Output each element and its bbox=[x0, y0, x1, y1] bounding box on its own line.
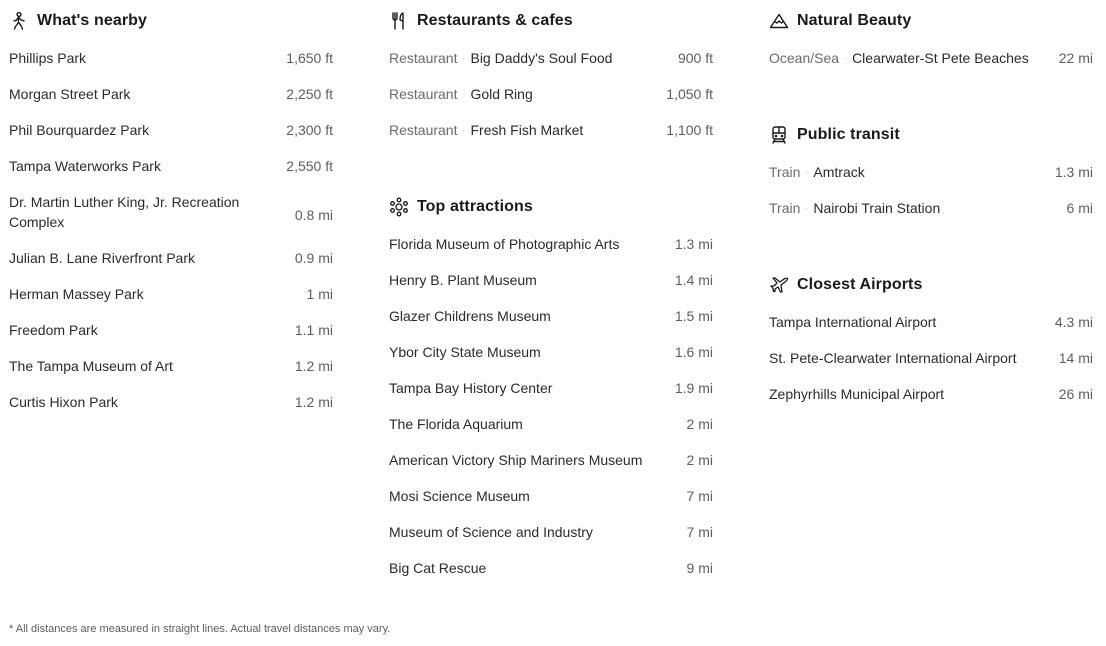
separator-dot: · bbox=[462, 125, 466, 135]
distance: 7 mi bbox=[686, 488, 713, 504]
list-item bbox=[389, 522, 713, 558]
distance: 26 mi bbox=[1058, 386, 1093, 402]
separator-dot: · bbox=[462, 89, 466, 99]
separator-dot: · bbox=[462, 53, 466, 63]
distance: 1.3 mi bbox=[674, 236, 713, 252]
list-item bbox=[9, 84, 333, 120]
distance: 14 mi bbox=[1058, 350, 1093, 366]
fork-knife-icon bbox=[389, 11, 409, 31]
distance: 1.9 mi bbox=[674, 380, 713, 396]
distance: 4.3 mi bbox=[1054, 314, 1093, 330]
distance: 1,050 ft bbox=[666, 86, 713, 102]
place-entry bbox=[769, 162, 1055, 184]
list-item bbox=[389, 414, 713, 450]
distance: 0.9 mi bbox=[294, 250, 333, 266]
place-name: Curtis Hixon Park bbox=[9, 394, 118, 410]
place-name: St. Pete-Clearwater International Airport bbox=[769, 350, 1017, 366]
distance: 6 mi bbox=[1066, 200, 1093, 216]
place-category: Train bbox=[769, 164, 801, 180]
list-item bbox=[9, 320, 333, 356]
distance: 1.3 mi bbox=[1054, 164, 1093, 180]
place-name: Phil Bourquardez Park bbox=[9, 122, 150, 138]
list-item bbox=[389, 342, 713, 378]
place-category: Restaurant bbox=[389, 122, 458, 138]
place-name: Gold Ring bbox=[470, 86, 533, 102]
distance: 1.4 mi bbox=[674, 272, 713, 288]
section-whats-nearby bbox=[9, 0, 333, 428]
list-item bbox=[389, 558, 713, 594]
distance: 2,250 ft bbox=[286, 86, 333, 102]
separator-dot: · bbox=[805, 203, 809, 213]
place-name: Clearwater-St Pete Beaches bbox=[852, 50, 1029, 66]
place-name: Henry B. Plant Museum bbox=[389, 272, 537, 288]
section-title: Closest Airports bbox=[797, 276, 923, 293]
place-name: Julian B. Lane Riverfront Park bbox=[9, 250, 195, 266]
distance: 900 ft bbox=[677, 50, 713, 66]
distance: 1,100 ft bbox=[666, 122, 713, 138]
list-item bbox=[9, 120, 333, 156]
place-name: Mosi Science Museum bbox=[389, 488, 530, 504]
list-item bbox=[9, 48, 333, 84]
section-spacer bbox=[769, 84, 1093, 114]
walking-person-icon bbox=[9, 11, 29, 31]
list-item bbox=[9, 156, 333, 192]
distance: 1 mi bbox=[306, 286, 333, 302]
section-top-attractions bbox=[389, 186, 713, 594]
section-spacer bbox=[769, 234, 1093, 264]
section-title: Public transit bbox=[797, 126, 900, 143]
place-name: Big Daddy's Soul Food bbox=[470, 50, 613, 66]
list-item bbox=[769, 384, 1093, 420]
transit-list bbox=[769, 156, 1093, 234]
section-header bbox=[389, 186, 713, 228]
section-header bbox=[769, 0, 1093, 42]
section-closest-airports bbox=[769, 264, 1093, 420]
place-name: American Victory Ship Mariners Museum bbox=[389, 452, 643, 468]
place-entry bbox=[769, 198, 1067, 220]
restaurants-list bbox=[389, 42, 713, 156]
distance: 22 mi bbox=[1058, 50, 1093, 66]
list-item bbox=[389, 378, 713, 414]
section-title: Top attractions bbox=[417, 198, 533, 215]
list-item bbox=[389, 270, 713, 306]
place-name: Big Cat Rescue bbox=[389, 560, 487, 576]
place-entry bbox=[389, 84, 666, 106]
airplane-icon bbox=[769, 275, 789, 295]
section-title: Natural Beauty bbox=[797, 12, 912, 29]
place-category: Restaurant bbox=[389, 50, 458, 66]
place-name: The Florida Aquarium bbox=[389, 416, 523, 432]
airports-list bbox=[769, 306, 1093, 420]
mountain-icon bbox=[769, 11, 789, 31]
distance: 2,300 ft bbox=[286, 122, 333, 138]
distance: 2,550 ft bbox=[286, 158, 333, 174]
column-food-attractions bbox=[389, 0, 713, 594]
distance: 1.6 mi bbox=[674, 344, 713, 360]
list-item bbox=[769, 198, 1093, 234]
list-item bbox=[389, 450, 713, 486]
place-name: Tampa Waterworks Park bbox=[9, 158, 161, 174]
list-item bbox=[769, 348, 1093, 384]
section-header bbox=[769, 114, 1093, 156]
list-item bbox=[9, 248, 333, 284]
section-header bbox=[9, 0, 333, 42]
place-name: Dr. Martin Luther King, Jr. Recreation Complex bbox=[9, 194, 240, 230]
list-item bbox=[389, 120, 713, 156]
distance: 1.1 mi bbox=[294, 322, 333, 338]
place-entry bbox=[769, 48, 1059, 70]
section-public-transit bbox=[769, 114, 1093, 234]
place-name: Museum of Science and Industry bbox=[389, 524, 593, 540]
list-item bbox=[9, 284, 333, 320]
place-category: Restaurant bbox=[389, 86, 458, 102]
place-name: Florida Museum of Photographic Arts bbox=[389, 236, 620, 252]
place-name: Phillips Park bbox=[9, 50, 87, 66]
section-header bbox=[769, 264, 1093, 306]
list-item bbox=[389, 486, 713, 522]
place-name: Freedom Park bbox=[9, 322, 98, 338]
place-name: Herman Massey Park bbox=[9, 286, 144, 302]
place-entry bbox=[389, 120, 666, 142]
place-name: Amtrack bbox=[813, 164, 865, 180]
separator-dot: · bbox=[844, 53, 848, 63]
distance: 1.5 mi bbox=[674, 308, 713, 324]
section-spacer bbox=[389, 156, 713, 186]
list-item bbox=[769, 162, 1093, 198]
distance-disclaimer: * All distances are measured in straight lines. Actual travel distances may vary. bbox=[9, 623, 391, 635]
list-item bbox=[9, 356, 333, 392]
place-entry bbox=[389, 48, 678, 70]
natural-list bbox=[769, 42, 1093, 84]
list-item bbox=[9, 192, 333, 248]
column-nearby bbox=[9, 0, 333, 428]
list-item bbox=[389, 84, 713, 120]
section-header bbox=[389, 0, 713, 42]
place-name: Glazer Childrens Museum bbox=[389, 308, 551, 324]
list-item bbox=[769, 312, 1093, 348]
place-name: Tampa International Airport bbox=[769, 314, 937, 330]
attractions-icon bbox=[389, 197, 409, 217]
place-category: Ocean/Sea bbox=[769, 50, 840, 66]
attractions-list bbox=[389, 228, 713, 594]
list-item bbox=[389, 234, 713, 270]
distance: 9 mi bbox=[686, 560, 713, 576]
place-name: Ybor City State Museum bbox=[389, 344, 541, 360]
distance: 1.2 mi bbox=[294, 394, 333, 410]
place-name: The Tampa Museum of Art bbox=[9, 358, 173, 374]
place-name: Morgan Street Park bbox=[9, 86, 131, 102]
place-name: Zephyrhills Municipal Airport bbox=[769, 386, 945, 402]
list-item bbox=[389, 306, 713, 342]
section-restaurants bbox=[389, 0, 713, 156]
place-name: Nairobi Train Station bbox=[813, 200, 941, 216]
place-name: Fresh Fish Market bbox=[470, 122, 584, 138]
distance: 2 mi bbox=[686, 452, 713, 468]
distance: 1,650 ft bbox=[286, 50, 333, 66]
section-title: Restaurants & cafes bbox=[417, 12, 573, 29]
list-item bbox=[9, 392, 333, 428]
nearby-list bbox=[9, 42, 333, 428]
column-nature-transit-airports bbox=[769, 0, 1093, 420]
list-item bbox=[389, 48, 713, 84]
distance: 7 mi bbox=[686, 524, 713, 540]
section-natural-beauty bbox=[769, 0, 1093, 84]
place-category: Train bbox=[769, 200, 801, 216]
distance: 0.8 mi bbox=[294, 207, 333, 223]
train-icon bbox=[769, 125, 789, 145]
distance: 1.2 mi bbox=[294, 358, 333, 374]
list-item bbox=[769, 48, 1093, 84]
section-title: What's nearby bbox=[37, 12, 148, 29]
distance: 2 mi bbox=[686, 416, 713, 432]
place-name: Tampa Bay History Center bbox=[389, 380, 553, 396]
separator-dot: · bbox=[805, 167, 809, 177]
